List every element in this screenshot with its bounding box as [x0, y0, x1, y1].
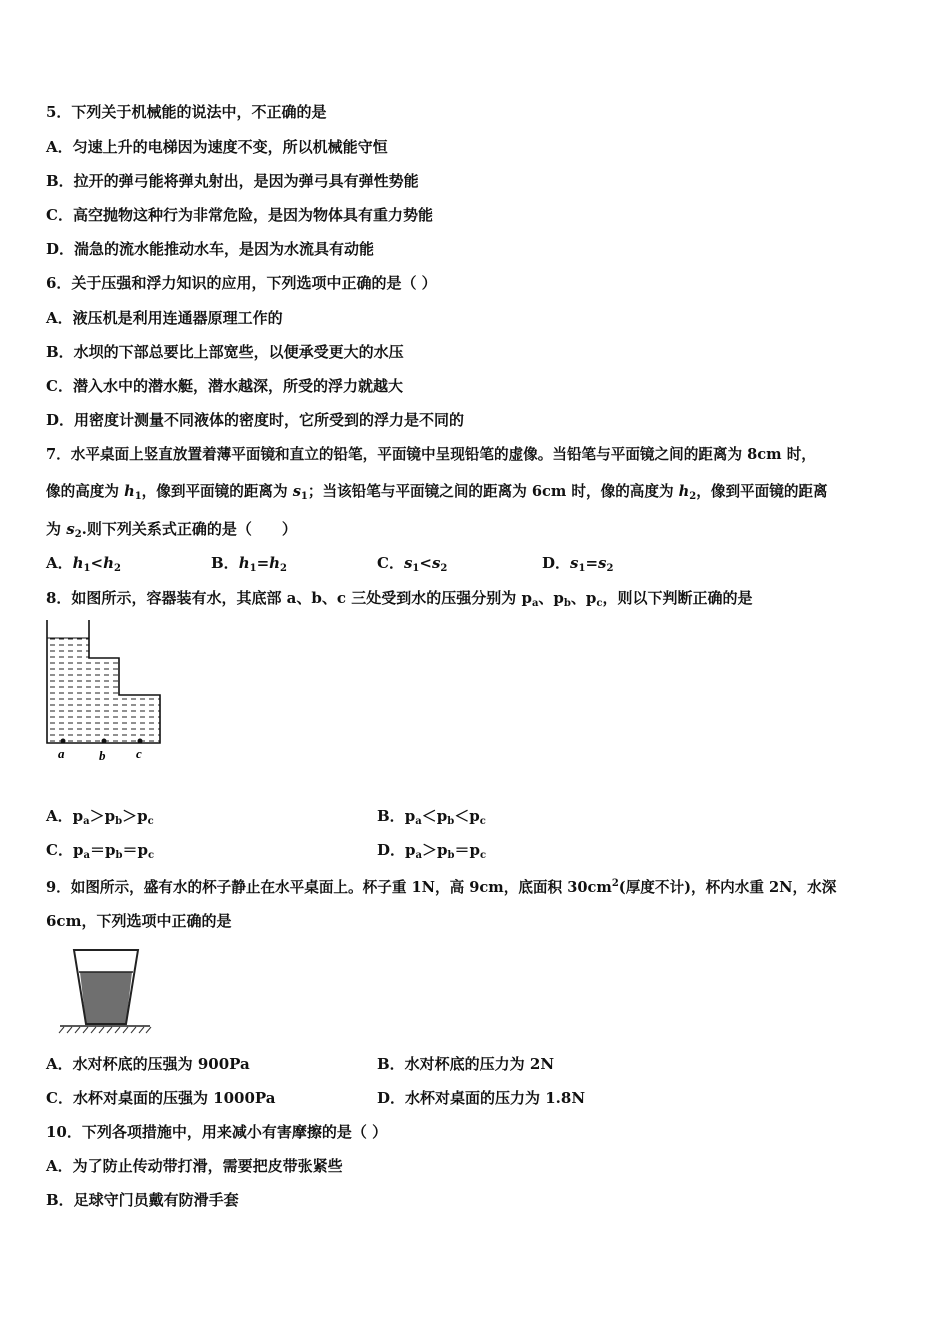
q8-option-c: C．$p_a=p_b=p_c$: [46, 841, 155, 861]
point-c-marker: [138, 739, 143, 744]
q5-option-d: D．湍急的流水能推动水车，是因为水流具有动能: [46, 240, 375, 258]
q6-stem: 6．关于压强和浮力知识的应用，下列选项中正确的是（ ）: [46, 274, 437, 292]
q5-stem: 5．下列关于机械能的说法中，不正确的是: [46, 103, 327, 121]
q7-stem-line1: 7．水平桌面上竖直放置着薄平面镜和直立的铅笔，平面镜中呈现铅笔的虚像。当铅笔与平面镜之间的距离为 8cm 时，: [46, 446, 816, 463]
q6-option-b: B．水坝的下部总要比上部宽些，以便承受更大的水压: [46, 343, 404, 361]
label-a: a: [58, 746, 65, 761]
q6-option-c: C．潜入水中的潜水艇，潜水越深，所受的浮力就越大: [46, 377, 403, 395]
point-a-marker: [61, 739, 66, 744]
q9-stem-line1: 9．如图所示，盛有水的杯子静止在水平桌面上。杯子重 1N，高 9cm，底面积 $30cm^2$(厚度不计)，杯内水重 2N，水深: [46, 878, 837, 896]
q6-option-a: A．液压机是利用连通器原理工作的: [46, 309, 283, 327]
q8-option-b: B．$p_a<p_b<p_c$: [377, 807, 486, 827]
q7-option-a: A．$h_1<h_2$: [46, 554, 121, 574]
q7-option-d: D．$s_1=s_2$: [542, 554, 614, 574]
q9-stem-line2: 6cm，下列选项中正确的是: [46, 912, 232, 930]
q8-stem: 8．如图所示，容器装有水，其底部 a、b、c 三处受到水的压强分别为 $p_a$、$p_b$、$p_c$，则以下判断正确的是: [46, 589, 753, 609]
q8-option-d: D．$p_a>p_b=p_c$: [377, 841, 487, 861]
q7-stem-line3: 为 $s_2$.则下列关系式正确的是（ ）: [46, 520, 297, 540]
point-b-marker: [102, 739, 107, 744]
q8-option-a: A．$p_a>p_b>p_c$: [46, 807, 154, 827]
q9-option-b: B．水对杯底的压力为 2N: [377, 1055, 555, 1073]
q10-stem: 10．下列各项措施中，用来减小有害摩擦的是（ ）: [46, 1123, 388, 1141]
q5-option-a: A．匀速上升的电梯因为速度不变，所以机械能守恒: [46, 138, 388, 156]
q5-option-b: B．拉开的弹弓能将弹丸射出，是因为弹弓具有弹性势能: [46, 172, 419, 190]
q9-option-d: D．水杯对桌面的压力为 1.8N: [377, 1089, 586, 1107]
q7-option-b: B．$h_1=h_2$: [211, 554, 288, 574]
q9-option-c: C．水杯对桌面的压强为 1000Pa: [46, 1089, 276, 1107]
label-c: c: [136, 746, 142, 761]
q7-stem-line2: 像的高度为 $h_1$，像到平面镜的距离为 $s_1$；当该铅笔与平面镜之间的距离为 6cm 时，像的高度为 $h_2$，像到平面镜的距离: [46, 483, 828, 502]
label-b: b: [99, 748, 106, 763]
q5-option-c: C．高空抛物这种行为非常危险，是因为物体具有重力势能: [46, 206, 433, 224]
q10-option-b: B．足球守门员戴有防滑手套: [46, 1191, 239, 1209]
q9-option-a: A．水对杯底的压强为 900Pa: [46, 1055, 250, 1073]
q8-container-figure: [40, 618, 170, 764]
q9-cup-figure: [58, 942, 154, 1034]
q6-option-d: D．用密度计测量不同液体的密度时，它所受到的浮力是不同的: [46, 411, 465, 429]
q10-option-a: A．为了防止传动带打滑，需要把皮带张紧些: [46, 1157, 343, 1175]
q7-option-c: C．$s_1<s_2$: [377, 554, 448, 574]
